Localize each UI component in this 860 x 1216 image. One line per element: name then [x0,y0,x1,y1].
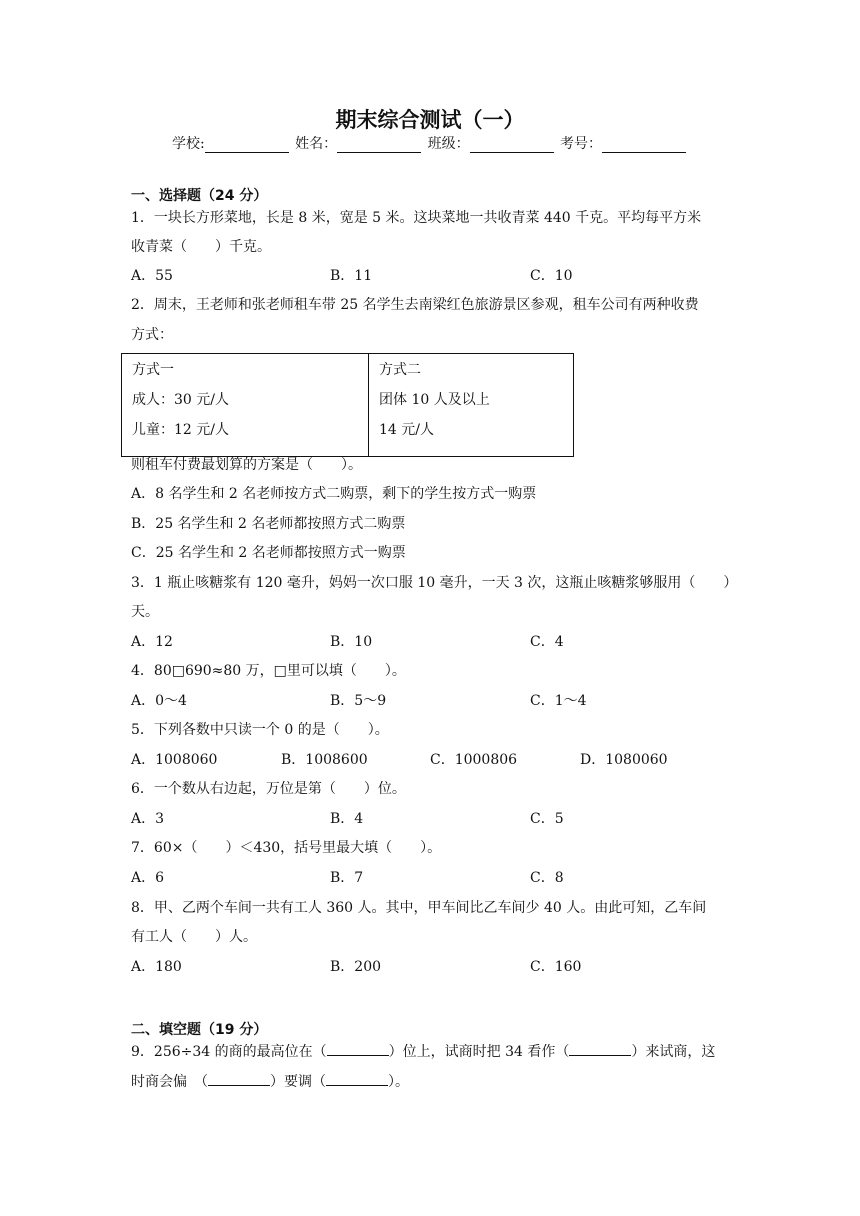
fee-table-cell: 14 元/人 [379,422,434,438]
question-2-line-1: 2．周末，王老师和张老师租车带 25 名学生去南梁红色旅游景区参观，租车公司有两种收费 [131,297,699,313]
question-9-text: 时商会偏 （ [131,1074,208,1090]
question-1-option-a[interactable]: A．55 [131,268,173,284]
question-9-blank-1[interactable] [327,1042,389,1056]
question-5-option-c[interactable]: C．1000806 [430,752,518,768]
question-8-line-2: 有工人（ ）人。 [131,929,257,945]
question-5-option-a[interactable]: A．1008060 [131,752,218,768]
question-3-option-c[interactable]: C．4 [530,634,564,650]
question-3-line-2: 天。 [131,604,159,620]
question-1-line-1: 1．一块长方形菜地，长是 8 米，宽是 5 米。这块菜地一共收青菜 440 千克。平均每平方米 [131,210,702,226]
fee-table-cell: 成人：30 元/人 [132,392,229,408]
question-7-option-a[interactable]: A．6 [131,870,165,886]
question-6-option-a[interactable]: A．3 [131,811,165,827]
question-9-blank-3[interactable] [208,1072,270,1086]
question-5-line-1: 5．下列各数中只读一个 0 的是（ ）。 [131,722,389,738]
school-label: 学校: [171,136,205,152]
question-2-option-c[interactable]: C．25 名学生和 2 名老师都按照方式一购票 [131,545,406,561]
question-9-line-1 [131,1042,715,1062]
student-info-line [0,133,860,153]
question-4-option-c[interactable]: C．1～4 [530,693,587,709]
question-3-option-b[interactable]: B．10 [330,634,373,650]
question-6-option-c[interactable]: C．5 [530,811,564,827]
question-4-line-1: 4．80□690≈80 万，□里可以填（ ）。 [131,663,406,679]
question-1-line-2: 收青菜（ ）千克。 [131,239,271,255]
question-3-line-1: 3．1 瓶止咳糖浆有 120 毫升，妈妈一次口服 10 毫升，一天 3 次，这瓶止咳糖浆够服用（ ） [131,575,738,591]
fee-table-cell: 方式一 [132,362,174,378]
exam-no-blank[interactable] [602,138,686,153]
question-8-option-b[interactable]: B．200 [330,959,382,975]
question-8-option-c[interactable]: C．160 [530,959,582,975]
question-2-option-b[interactable]: B．25 名学生和 2 名老师都按照方式二购票 [131,516,406,532]
question-2-line-3: 则租车付费最划算的方案是（ ）。 [131,457,362,473]
page-title: 期末综合测试（一） [335,108,525,132]
fee-table-cell: 方式二 [379,362,421,378]
name-label: 姓名： [295,136,338,152]
question-7-option-b[interactable]: B．7 [330,870,364,886]
question-9-text: ）位上，试商时把 34 看作（ [388,1044,570,1060]
question-4-option-b[interactable]: B．5～9 [330,693,387,709]
question-9-text: ）来试商，这 [631,1044,716,1060]
question-2-line-2: 方式： [131,327,173,343]
question-4-option-a[interactable]: A．0～4 [131,693,187,709]
question-9-blank-4[interactable] [326,1072,388,1086]
question-9-line-2 [131,1072,409,1092]
question-2-option-a[interactable]: A．8 名学生和 2 名老师按方式二购票，剩下的学生按方式一购票 [131,486,537,502]
fee-table-cell: 儿童：12 元/人 [132,422,229,438]
fee-table-cell: 团体 10 人及以上 [379,392,490,408]
fee-table-option-1 [122,354,369,457]
name-blank[interactable] [337,138,421,153]
question-9-blank-2[interactable] [569,1042,631,1056]
question-6-line-1: 6．一个数从右边起，万位是第（ ）位。 [131,781,406,797]
question-5-option-b[interactable]: B．1008600 [281,752,368,768]
fee-table-option-2 [369,354,574,457]
question-6-option-b[interactable]: B．4 [330,811,364,827]
question-7-option-c[interactable]: C．8 [530,870,564,886]
question-5-option-d[interactable]: D．1080060 [580,752,668,768]
question-9-text: ）要调（ [270,1074,326,1090]
question-7-line-1: 7．60×（ ）＜430，括号里最大填（ ）。 [131,840,442,856]
section-heading-fill-in: 二、填空题（19 分） [131,1022,268,1038]
question-1-option-c[interactable]: C．10 [530,268,573,284]
question-3-option-a[interactable]: A．12 [131,634,173,650]
section-heading-choice: 一、选择题（24 分） [131,188,268,204]
question-1-option-b[interactable]: B．11 [330,268,373,284]
question-9-text: 9．256÷34 的商的最高位在（ [131,1044,327,1060]
question-8-line-1: 8．甲、乙两个车间一共有工人 360 人。其中，甲车间比乙车间少 40 人。由此可知，乙车间 [131,900,707,916]
question-9-text: ）。 [388,1074,409,1090]
question-8-option-a[interactable]: A．180 [131,959,182,975]
exam-no-label: 考号： [560,136,603,152]
class-blank[interactable] [470,138,554,153]
class-label: 班级： [427,136,470,152]
school-blank[interactable] [205,138,289,153]
fee-table [121,353,574,457]
